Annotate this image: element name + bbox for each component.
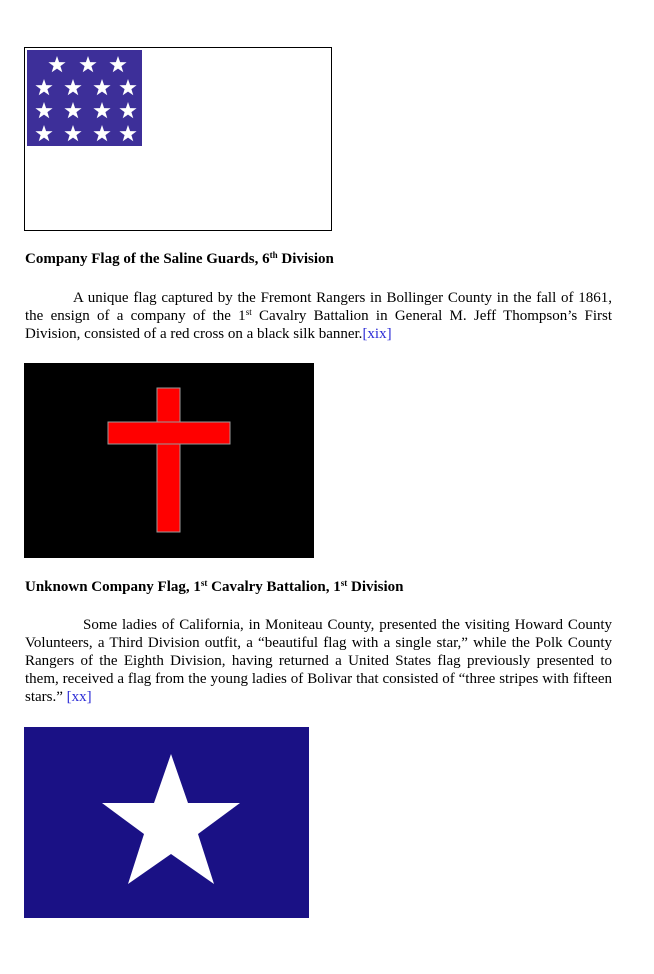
paragraph-text: A unique flag captured by the Fremont Rangers in Bollinger County in the fall of 1861, the ensign of a company of the 1 <box>25 290 612 324</box>
caption-text: Division <box>347 579 404 595</box>
paragraph-text: Cavalry Battalion in General M. Jeff Thompson’s First Division, consisted of a red cross on a black silk banner. <box>25 308 612 342</box>
star-icon <box>64 102 81 118</box>
footnote-link-xx[interactable]: [xx] <box>66 689 92 705</box>
star-icon <box>48 56 65 72</box>
saline-guards-flag <box>24 47 332 231</box>
star-icon <box>93 125 110 141</box>
red-cross-flag <box>24 363 314 558</box>
star-icon <box>109 56 126 72</box>
caption-unknown-company <box>25 578 404 596</box>
star-icon <box>119 102 136 118</box>
star-icon <box>64 79 81 95</box>
caption-text: Company Flag of the Saline Guards, 6 <box>25 251 270 267</box>
star-canton <box>27 50 142 146</box>
star-icon <box>93 79 110 95</box>
caption-text: Division <box>277 251 334 267</box>
star-icon <box>93 102 110 118</box>
star-icon <box>64 125 81 141</box>
star-icon <box>119 79 136 95</box>
star-icon <box>35 125 52 141</box>
caption-ordinal: st <box>200 578 208 588</box>
paragraph-moniteau-ladies <box>25 616 612 706</box>
single-star-flag <box>24 727 309 918</box>
cross-icon <box>24 363 314 558</box>
caption-text: Cavalry Battalion, 1 <box>207 579 341 595</box>
star-icon <box>35 102 52 118</box>
paragraph-ordinal: st <box>245 307 252 317</box>
star-icon <box>79 56 96 72</box>
star-icon <box>24 727 309 918</box>
caption-text: Unknown Company Flag, 1 <box>25 579 201 595</box>
caption-saline-guards <box>25 250 334 268</box>
canton-stars <box>27 50 142 146</box>
caption-ordinal: th <box>269 250 278 260</box>
footnote-link-xix[interactable]: [xix] <box>362 326 392 342</box>
star-icon <box>119 125 136 141</box>
paragraph-text: Some ladies of California, in Moniteau County, presented the visiting Howard County Volunteers, a Third Division outfit, a “beautiful flag with a single star,” while the Polk County Rangers of the Eighth Division, having returned a United States flag previously presented to them, received a flag from the young ladies of Bolivar that consisted of “three stripes with fifteen stars.” <box>25 617 612 705</box>
paragraph-fremont-rangers <box>25 289 612 343</box>
star-icon <box>35 79 52 95</box>
caption-ordinal: st <box>340 578 348 588</box>
